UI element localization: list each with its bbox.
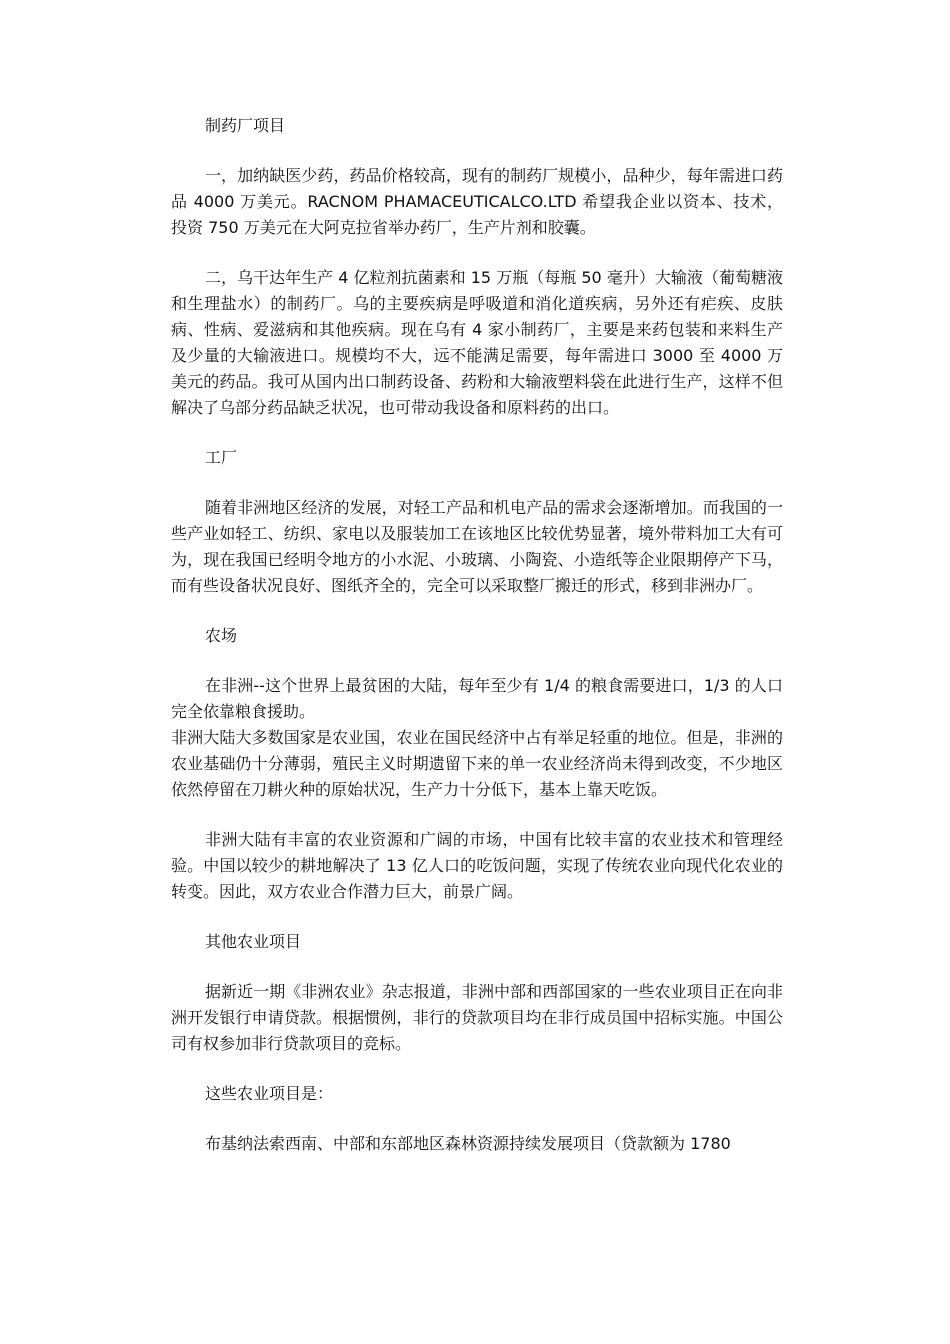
paragraph-farm-agriculture: 非洲大陆大多数国家是农业国，农业在国民经济中占有举足轻重的地位。但是，非洲的农业基础仍十分薄弱，殖民主义时期遗留下来的单一农业经济尚未得到改变，不少地区依然停留在刀耕火种的原始状况，生产力十分低下，基本上靠天吃饭。	[171, 728, 783, 799]
section-heading-pharma: 制药厂项目	[205, 116, 286, 135]
paragraph-burkina-faso: 布基纳法索西南、中部和东部地区森林资源持续发展项目（贷款额为 1780	[205, 1134, 731, 1153]
section-heading-farm: 农场	[205, 626, 238, 645]
paragraph-ghana: 一，加纳缺医少药，药品价格较高，现有的制药厂规模小，品种少，每年需进口药品 4000 万美元。RACNOM PHAMACEUTICALCO.LTD 希望我企业以资本、技术，投资 750 万美元在大阿克拉省举办药厂，生产片剂和胶囊。	[171, 166, 783, 237]
paragraph-farm-intro: 在非洲--这个世界上最贫困的大陆，每年至少有 1/4 的粮食需要进口，1/3 的人口完全依靠粮食援助。	[171, 676, 783, 721]
paragraph-factory: 随着非洲地区经济的发展，对轻工产品和机电产品的需求会逐渐增加。而我国的一些产业如轻工、纺织、家电以及服装加工在该地区比较优势显著，境外带料加工大有可为，现在我国已经明令地方的小水泥、小玻璃、小陶瓷、小造纸等企业限期停产下马，而有些设备状况良好、图纸齐全的，完全可以采取整厂搬迁的形式，移到非洲办厂。	[171, 498, 783, 595]
document-body	[171, 113, 783, 1181]
paragraph-afdb-loans: 据新近一期《非洲农业》杂志报道，非洲中部和西部国家的一些农业项目正在向非洲开发银行申请贷款。根据惯例，非行的贷款项目均在非行成员国中招标实施。中国公司有权参加非行贷款项目的竞标。	[171, 982, 783, 1053]
paragraph-farm-cooperation: 非洲大陆有丰富的农业资源和广阔的市场，中国有比较丰富的农业技术和管理经验。中国以较少的耕地解决了 13 亿人口的吃饭问题，实现了传统农业向现代化农业的转变。因此，双方农业合作潜力巨大，前景广阔。	[171, 830, 783, 901]
list-intro-heading: 这些农业项目是：	[205, 1084, 334, 1103]
paragraph-uganda: 二，乌干达年生产 4 亿粒剂抗菌素和 15 万瓶（每瓶 50 毫升）大输液（葡萄糖液和生理盐水）的制药厂。乌的主要疾病是呼吸道和消化道疾病，另外还有疟疾、皮肤病、性病、爱滋病和其他疾病。现在乌有 4 家小制药厂，主要是来药包装和来料生产及少量的大输液进口。规模均不大，远不能满足需要，每年需进口 3000 至 4000 万美元的药品。我可从国内出口制药设备、药粉和大输液塑料袋在此进行生产，这样不但解决了乌部分药品缺乏状况，也可带动我设备和原料药的出口。	[171, 268, 783, 417]
section-heading-factory: 工厂	[205, 448, 238, 467]
section-heading-other-agri: 其他农业项目	[205, 932, 302, 951]
